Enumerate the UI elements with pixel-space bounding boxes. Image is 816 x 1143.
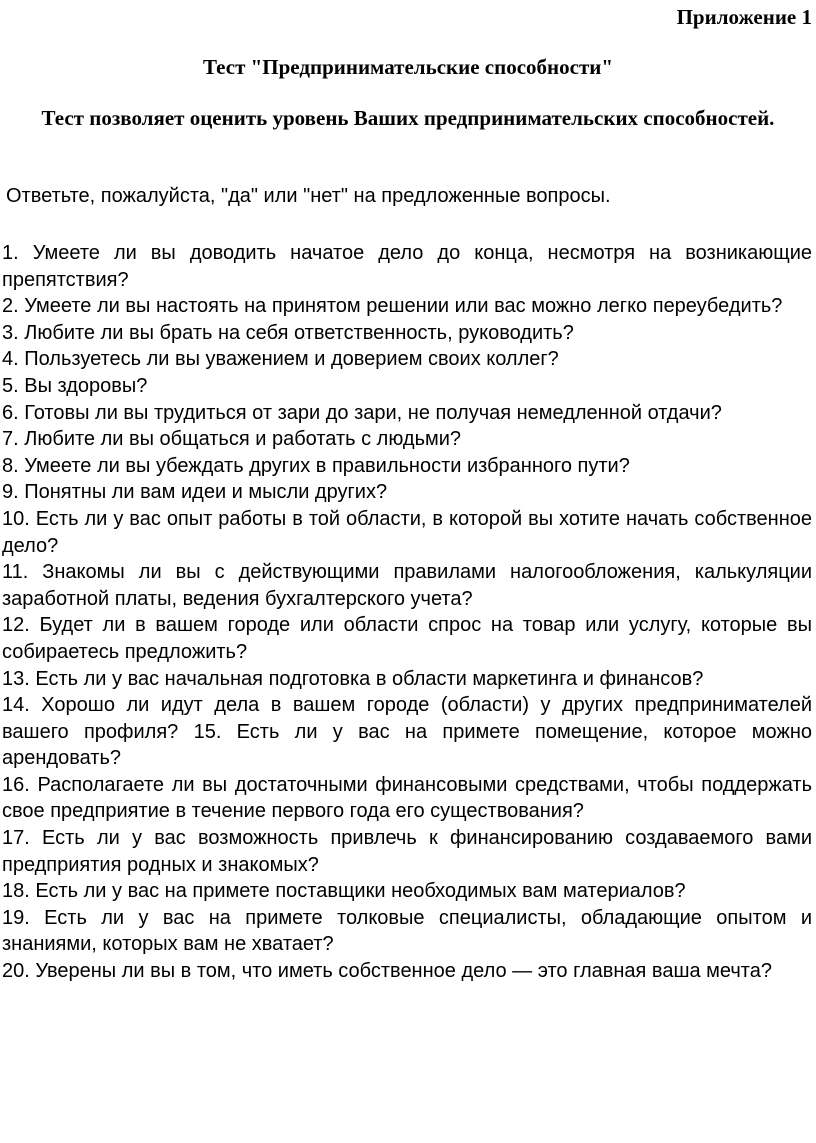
- question-18: 18. Есть ли у вас на примете поставщики необходимых вам материалов?: [2, 880, 686, 903]
- question-2: 2. Умеете ли вы настоять на принятом решении или вас можно легко переубедить?: [2, 295, 783, 318]
- question-list: [2, 240, 812, 985]
- instruction-text: Ответьте, пожалуйста, "да" или "нет" на предложенные вопросы.: [6, 185, 611, 207]
- question-9: 9. Понятны ли вам идеи и мысли других?: [2, 481, 388, 504]
- question-1: 1. Умеете ли вы доводить начатое дело до конца, несмотря на возникающие препятствия?: [2, 242, 812, 291]
- question-7: 7. Любите ли вы общаться и работать с людьми?: [2, 428, 462, 451]
- question-4: 4. Пользуетесь ли вы уважением и доверием своих коллег?: [2, 348, 559, 371]
- appendix-label: Приложение 1: [676, 5, 812, 29]
- question-16: 16. Располагаете ли вы достаточными финансовыми средствами, чтобы поддержать свое предприятие в течение первого года его существования?: [2, 773, 812, 823]
- test-subtitle: Тест позволяет оценить уровень Ваших предпринимательских способностей.: [41, 106, 775, 130]
- question-11: 11. Знакомы ли вы с действующими правилами налогообложения, калькуляции заработной платы, ведения бухгалтерского учета?: [2, 561, 812, 610]
- question-17: 17. Есть ли у вас возможность привлечь к финансированию создаваемого вами предприятия родных и знакомых?: [2, 827, 812, 876]
- question-14-15: 14. Хорошо ли идут дела в вашем городе (области) у других предпринимателей вашего профиля? 15. Есть ли у вас на примете помещение, которое можно арендовать?: [2, 694, 812, 770]
- question-8: 8. Умеете ли вы убеждать других в правильности избранного пути?: [2, 454, 630, 477]
- question-20: 20. Уверены ли вы в том, что иметь собственное дело — это главная ваша мечта?: [2, 960, 772, 983]
- question-10: 10. Есть ли у вас опыт работы в той области, в которой вы хотите начать собственное дело?: [2, 507, 812, 557]
- question-13: 13. Есть ли у вас начальная подготовка в области маркетинга и финансов?: [2, 667, 704, 690]
- question-12: 12. Будет ли в вашем городе или области спрос на товар или услугу, которые вы собираетесь предложить?: [2, 614, 812, 663]
- question-6: 6. Готовы ли вы трудиться от зари до зари, не получая немедленной отдачи?: [2, 401, 722, 424]
- question-5: 5. Вы здоровы?: [2, 374, 148, 397]
- test-title: Тест "Предпринимательские способности": [202, 55, 614, 79]
- question-19: 19. Есть ли у вас на примете толковые специалисты, обладающие опытом и знаниями, которых вам не хватает?: [2, 906, 812, 956]
- question-3: 3. Любите ли вы брать на себя ответственность, руководить?: [2, 321, 574, 344]
